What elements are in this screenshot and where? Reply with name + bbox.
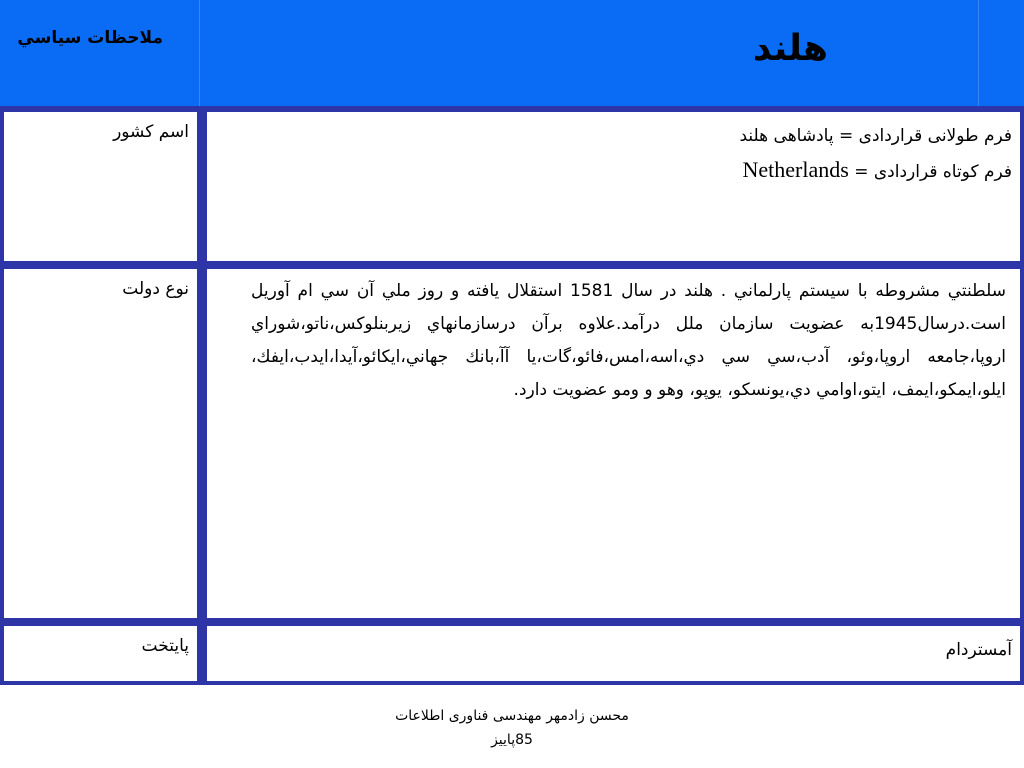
- government-type-text: سلطنتي مشروطه با سيستم پارلماني . هلند در سال 1581 استقلال يافته و روز ملي آن سي ام آوريل است.درسال1945به عضويت سازمان ملل درآمد.علاوه برآن درسازمانهاي زيربنلوكس،ناتو،شوراي اروپا،جامعه اروپا،وئو، آدب،سي سي دي،اسه،امس،فائو،گات،يا آآ،بانك جهاني،ايكائو،آيدا،ايدب،ايفك، ايلو،ايمكو،ايمف، ايتو،اوامي دي،يونسكو، يوپو، وهو و ومو عضويت دارد.: [251, 281, 1006, 400]
- table-cell-content: [207, 112, 1020, 261]
- row-label-capital: پایتخت: [141, 636, 189, 656]
- footer-author: محسن زادمهر مهندسی فناوری اطلاعات: [395, 708, 629, 724]
- row-label-government-type: نوع دولت: [122, 279, 189, 299]
- info-table: [0, 106, 1024, 685]
- table-cell-content: [207, 269, 1020, 618]
- header-left-panel: [0, 0, 199, 106]
- table-cell-content: [207, 626, 1020, 681]
- section-subtitle: ملاحظات سياسي: [17, 28, 163, 48]
- short-form-english: Netherlands: [742, 157, 849, 182]
- footer-date: 85پاییز: [491, 732, 533, 748]
- short-form-line: [740, 153, 1013, 189]
- slide-footer: [0, 704, 1024, 752]
- table-cell-label: [4, 269, 197, 618]
- long-form-text: فرم طولانی قراردادی = پادشاهی هلند: [739, 126, 1012, 146]
- capital-text: آمستردام: [945, 640, 1012, 660]
- table-cell-label: [4, 112, 197, 261]
- slide-header: [0, 0, 1024, 106]
- header-divider: [978, 0, 979, 106]
- table-cell-label: [4, 626, 197, 681]
- country-name-content: [740, 120, 1013, 189]
- long-form-line: [740, 120, 1013, 153]
- page-title: هلند: [752, 28, 828, 69]
- short-form-text: فرم کوتاه قراردادی =: [848, 162, 1012, 182]
- row-label-country-name: اسم کشور: [113, 122, 189, 142]
- header-right-panel: [200, 0, 978, 106]
